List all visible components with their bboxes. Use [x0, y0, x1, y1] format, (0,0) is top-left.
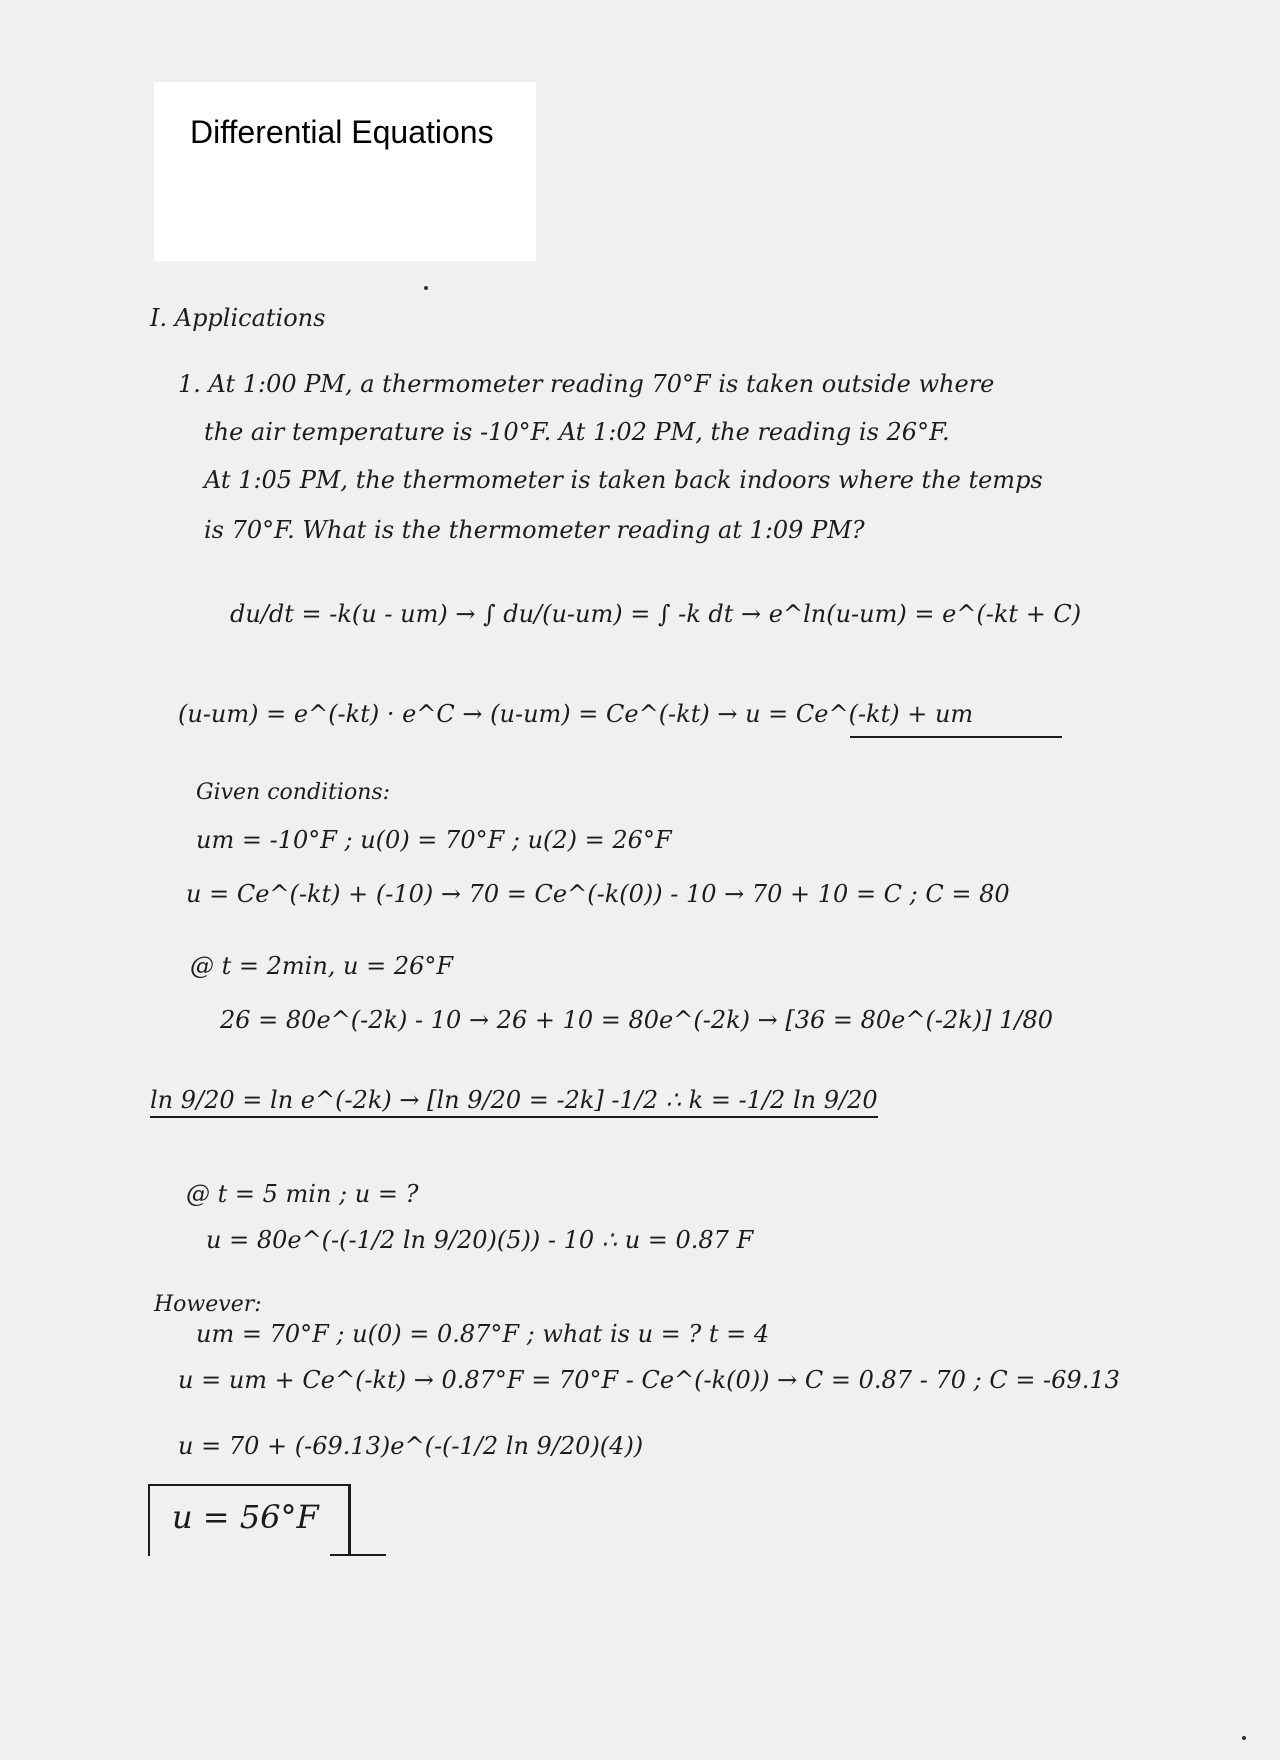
problem-line-2: the air temperature is -10°F. At 1:02 PM, the reading is 26°F. [204, 418, 950, 446]
given-conditions-heading: Given conditions: [196, 780, 391, 805]
given-conditions: um = -10°F ; u(0) = 70°F ; u(2) = 26°F [196, 826, 672, 854]
section-heading: I. Applications [150, 304, 326, 332]
derivation-line-9: u = 70 + (-69.13)e^(-(-1/2 ln 9/20)(4)) [178, 1432, 644, 1460]
final-answer: u = 56°F [172, 1498, 319, 1536]
derivation-line-4: 26 = 80e^(-2k) - 10 → 26 + 10 = 80e^(-2k) → [36 = 80e^(-2k)] 1/80 [220, 1006, 1054, 1034]
derivation-line-6: u = 80e^(-(-1/2 ln 9/20)(5)) - 10 ∴ u = 0.87 F [206, 1226, 754, 1254]
problem-line-4: is 70°F. What is the thermometer reading at 1:09 PM? [204, 516, 865, 544]
however-heading: However: [154, 1292, 262, 1317]
condition-t5: @ t = 5 min ; u = ? [186, 1180, 419, 1208]
title-box [154, 82, 536, 261]
final-answer-tail [330, 1554, 386, 1556]
stray-mark [424, 286, 428, 290]
general-solution-underline [850, 736, 1062, 738]
derivation-line-3: u = Ce^(-kt) + (-10) → 70 = Ce^(-k(0)) - 10 → 70 + 10 = C ; C = 80 [186, 880, 1010, 908]
final-answer-box [148, 1484, 351, 1556]
derivation-line-7: um = 70°F ; u(0) = 0.87°F ; what is u = ? t = 4 [196, 1320, 770, 1348]
derivation-line-1: du/dt = -k(u - um) → ∫ du/(u-um) = ∫ -k dt → e^ln(u-um) = e^(-kt + C) [230, 600, 1082, 628]
derivation-line-2: (u-um) = e^(-kt) · e^C → (u-um) = Ce^(-kt) → u = Ce^(-kt) + um [178, 700, 974, 728]
stray-mark [1242, 1736, 1246, 1740]
condition-t2: @ t = 2min, u = 26°F [190, 952, 454, 980]
problem-line-1: 1. At 1:00 PM, a thermometer reading 70°F is taken outside where [178, 370, 995, 398]
problem-line-3: At 1:05 PM, the thermometer is taken back indoors where the temps [204, 466, 1043, 494]
document-title: Differential Equations [190, 114, 494, 150]
derivation-line-8: u = um + Ce^(-kt) → 0.87°F = 70°F - Ce^(-k(0)) → C = 0.87 - 70 ; C = -69.13 [178, 1366, 1120, 1394]
derivation-line-5: ln 9/20 = ln e^(-2k) → [ln 9/20 = -2k] -1/2 ∴ k = -1/2 ln 9/20 [150, 1086, 878, 1118]
